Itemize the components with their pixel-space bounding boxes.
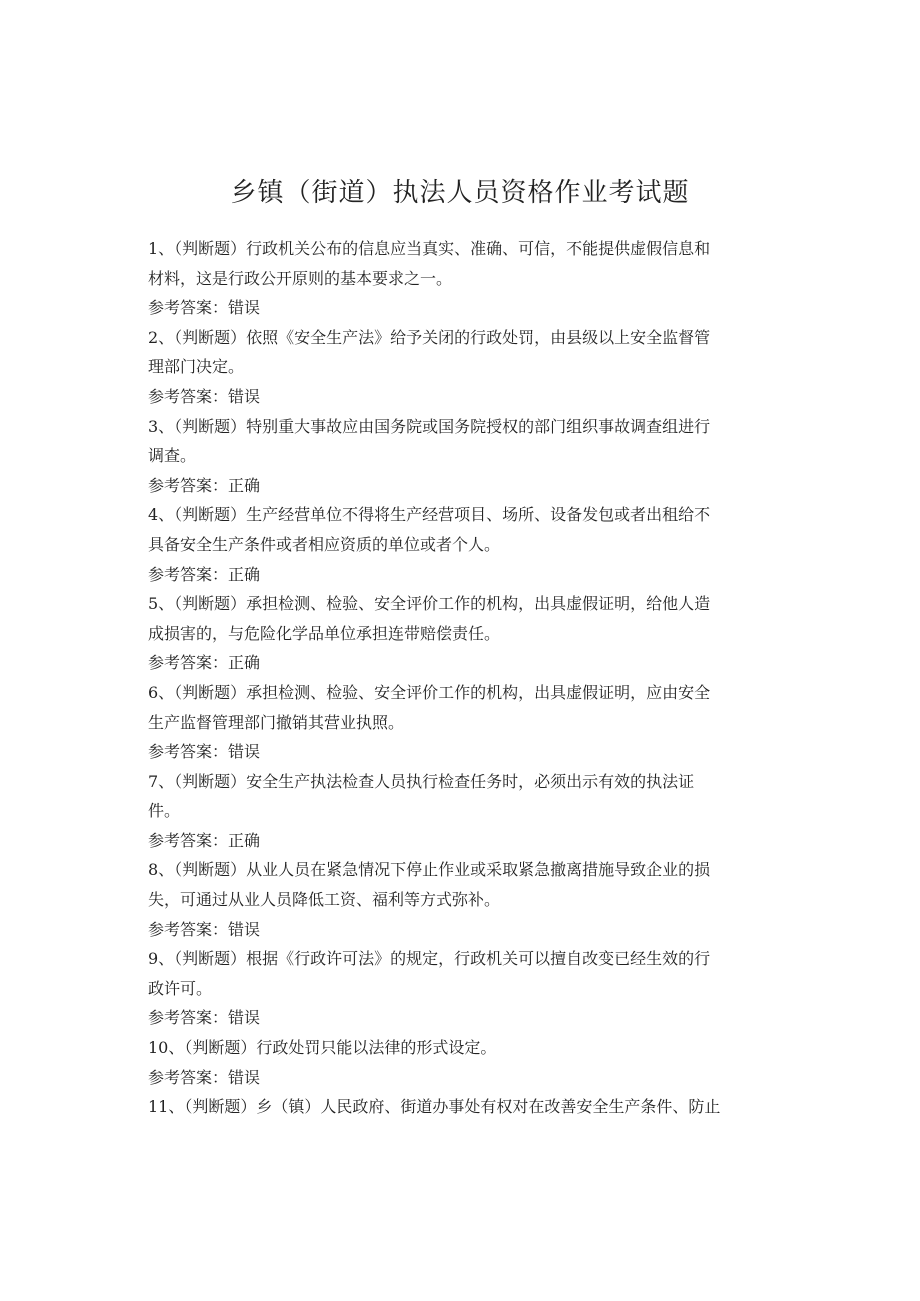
reference-answer: 参考答案：错误 [148, 298, 261, 318]
question-item [148, 944, 768, 1033]
question-item [148, 323, 768, 412]
question-item [148, 500, 768, 589]
question-item [148, 1092, 768, 1122]
question-text-line: 1、（判断题）行政机关公布的信息应当真实、准确、可信，不能提供虚假信息和 [148, 239, 711, 258]
question-text-line: 具备安全生产条件或者相应资质的单位或者个人。 [148, 534, 501, 554]
question-text-line: 材料，这是行政公开原则的基本要求之一。 [148, 268, 453, 288]
question-text-line: 成损害的，与危险化学品单位承担连带赔偿责任。 [148, 623, 501, 643]
question-text-line: 理部门决定。 [148, 357, 245, 377]
question-item [148, 855, 768, 944]
question-text-line: 11、（判断题）乡（镇）人民政府、街道办事处有权对在改善安全生产条件、防止 [148, 1097, 721, 1117]
question-text-line: 3、（判断题）特别重大事故应由国务院或国务院授权的部门组织事故调查组进行 [148, 416, 711, 436]
question-item [148, 767, 768, 856]
question-item [148, 1033, 768, 1092]
reference-answer: 参考答案：正确 [148, 564, 261, 584]
question-text-line: 件。 [148, 801, 181, 821]
reference-answer: 参考答案：正确 [148, 830, 261, 850]
question-item [148, 234, 768, 323]
question-text-line: 政许可。 [148, 978, 213, 998]
reference-answer: 参考答案：正确 [148, 475, 261, 495]
reference-answer: 参考答案：正确 [148, 653, 261, 673]
question-item [148, 412, 768, 501]
question-text-line: 生产监督管理部门撤销其营业执照。 [148, 712, 405, 732]
question-text-line: 5、（判断题）承担检测、检验、安全评价工作的机构，出具虚假证明，给他人造 [148, 594, 711, 614]
question-text-line: 2、（判断题）依照《安全生产法》给予关闭的行政处罚，由县级以上安全监督管 [148, 327, 711, 347]
question-text-line: 失，可通过从业人员降低工资、福利等方式弥补。 [148, 890, 501, 910]
question-text-line: 4、（判断题）生产经营单位不得将生产经营项目、场所、设备发包或者出租给不 [148, 505, 711, 525]
reference-answer: 参考答案：错误 [148, 919, 261, 939]
question-text-line: 调查。 [148, 446, 197, 466]
reference-answer: 参考答案：错误 [148, 742, 261, 762]
question-text-line: 9、（判断题）根据《行政许可法》的规定，行政机关可以擅自改变已经生效的行 [148, 949, 711, 969]
page-title: 乡镇（街道）执法人员资格作业考试题 [230, 178, 690, 208]
reference-answer: 参考答案：错误 [148, 1008, 261, 1028]
reference-answer: 参考答案：错误 [148, 1067, 261, 1087]
question-text-line: 6、（判断题）承担检测、检验、安全评价工作的机构，出具虚假证明，应由安全 [148, 682, 711, 702]
question-list [148, 234, 768, 1122]
question-text-line: 10、（判断题）行政处罚只能以法律的形式设定。 [148, 1038, 497, 1058]
question-item [148, 589, 768, 678]
question-text-line: 7、（判断题）安全生产执法检查人员执行检查任务时，必须出示有效的执法证 [148, 771, 695, 791]
question-text-line: 8、（判断题）从业人员在紧急情况下停止作业或采取紧急撤离措施导致企业的损 [148, 860, 711, 880]
reference-answer: 参考答案：错误 [148, 386, 261, 406]
question-item [148, 678, 768, 767]
